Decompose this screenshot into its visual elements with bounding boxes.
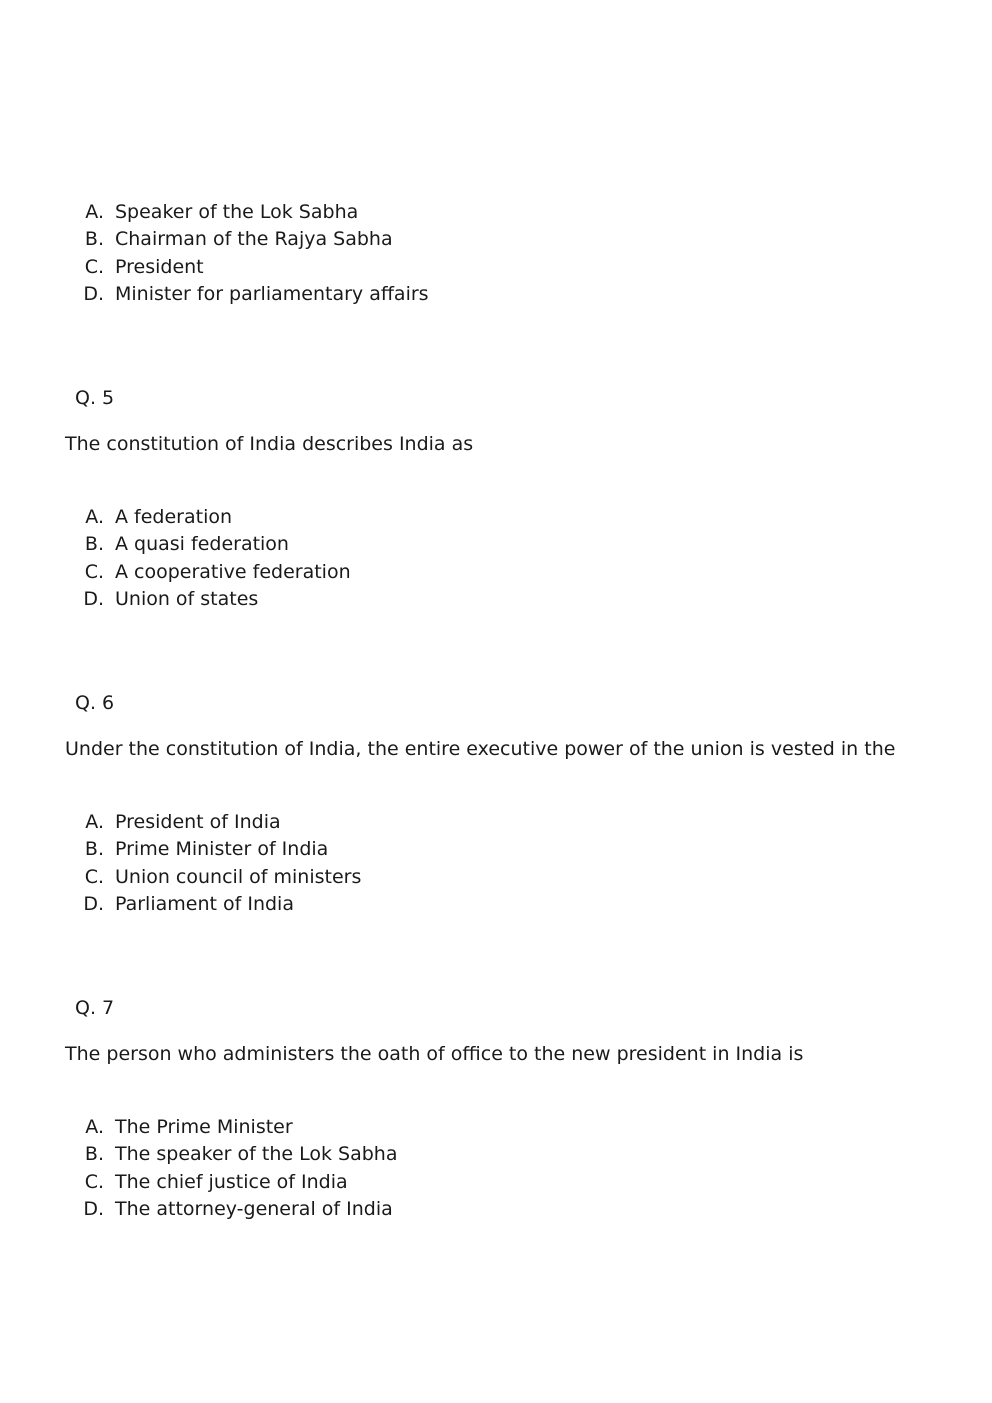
option-b — [0, 1142, 992, 1170]
option-c — [0, 255, 992, 283]
option-c — [0, 865, 992, 893]
option-d — [0, 1197, 992, 1225]
option-text: Union council of ministers — [115, 866, 362, 888]
option-text: Prime Minister of India — [115, 838, 329, 860]
option-text: The attorney-general of India — [115, 1198, 393, 1220]
option-d — [0, 587, 992, 615]
option-letter: D. — [83, 893, 104, 915]
option-a — [0, 1115, 992, 1143]
option-letter: C. — [84, 561, 104, 583]
option-letter: C. — [84, 866, 104, 888]
option-letter: B. — [84, 228, 104, 250]
option-letter: A. — [85, 201, 104, 223]
option-letter: D. — [83, 283, 104, 305]
question-text: The constitution of India describes India as — [65, 433, 474, 455]
option-text: Chairman of the Rajya Sabha — [115, 228, 393, 250]
option-c — [0, 560, 992, 588]
option-text: Parliament of India — [115, 893, 294, 915]
option-a — [0, 810, 992, 838]
option-text: The speaker of the Lok Sabha — [115, 1143, 398, 1165]
option-letter: A. — [85, 506, 104, 528]
option-text: A federation — [115, 506, 233, 528]
option-text: President of India — [115, 811, 281, 833]
option-c — [0, 1170, 992, 1198]
option-letter: D. — [83, 1198, 104, 1220]
option-b — [0, 227, 992, 255]
option-b — [0, 532, 992, 560]
option-text: Speaker of the Lok Sabha — [115, 201, 359, 223]
option-d — [0, 892, 992, 920]
option-letter: C. — [84, 256, 104, 278]
option-text: A cooperative federation — [115, 561, 351, 583]
option-d — [0, 282, 992, 310]
option-text: A quasi federation — [115, 533, 289, 555]
option-letter: A. — [85, 811, 104, 833]
option-letter: B. — [84, 838, 104, 860]
option-text: The chief justice of India — [115, 1171, 348, 1193]
option-a — [0, 505, 992, 533]
option-a — [0, 200, 992, 228]
option-text: Union of states — [115, 588, 259, 610]
question-text: Under the constitution of India, the entire executive power of the union is vested in the — [65, 738, 896, 760]
question-text: The person who administers the oath of office to the new president in India is — [65, 1043, 804, 1065]
option-letter: D. — [83, 588, 104, 610]
option-letter: A. — [85, 1116, 104, 1138]
option-letter: B. — [84, 1143, 104, 1165]
option-text: President — [115, 256, 204, 278]
option-text: The Prime Minister — [115, 1116, 293, 1138]
question-number: Q. 5 — [75, 387, 115, 409]
option-letter: C. — [84, 1171, 104, 1193]
question-number: Q. 7 — [75, 997, 115, 1019]
option-letter: B. — [84, 533, 104, 555]
question-number: Q. 6 — [75, 692, 115, 714]
option-text: Minister for parliamentary affairs — [115, 283, 429, 305]
option-b — [0, 837, 992, 865]
